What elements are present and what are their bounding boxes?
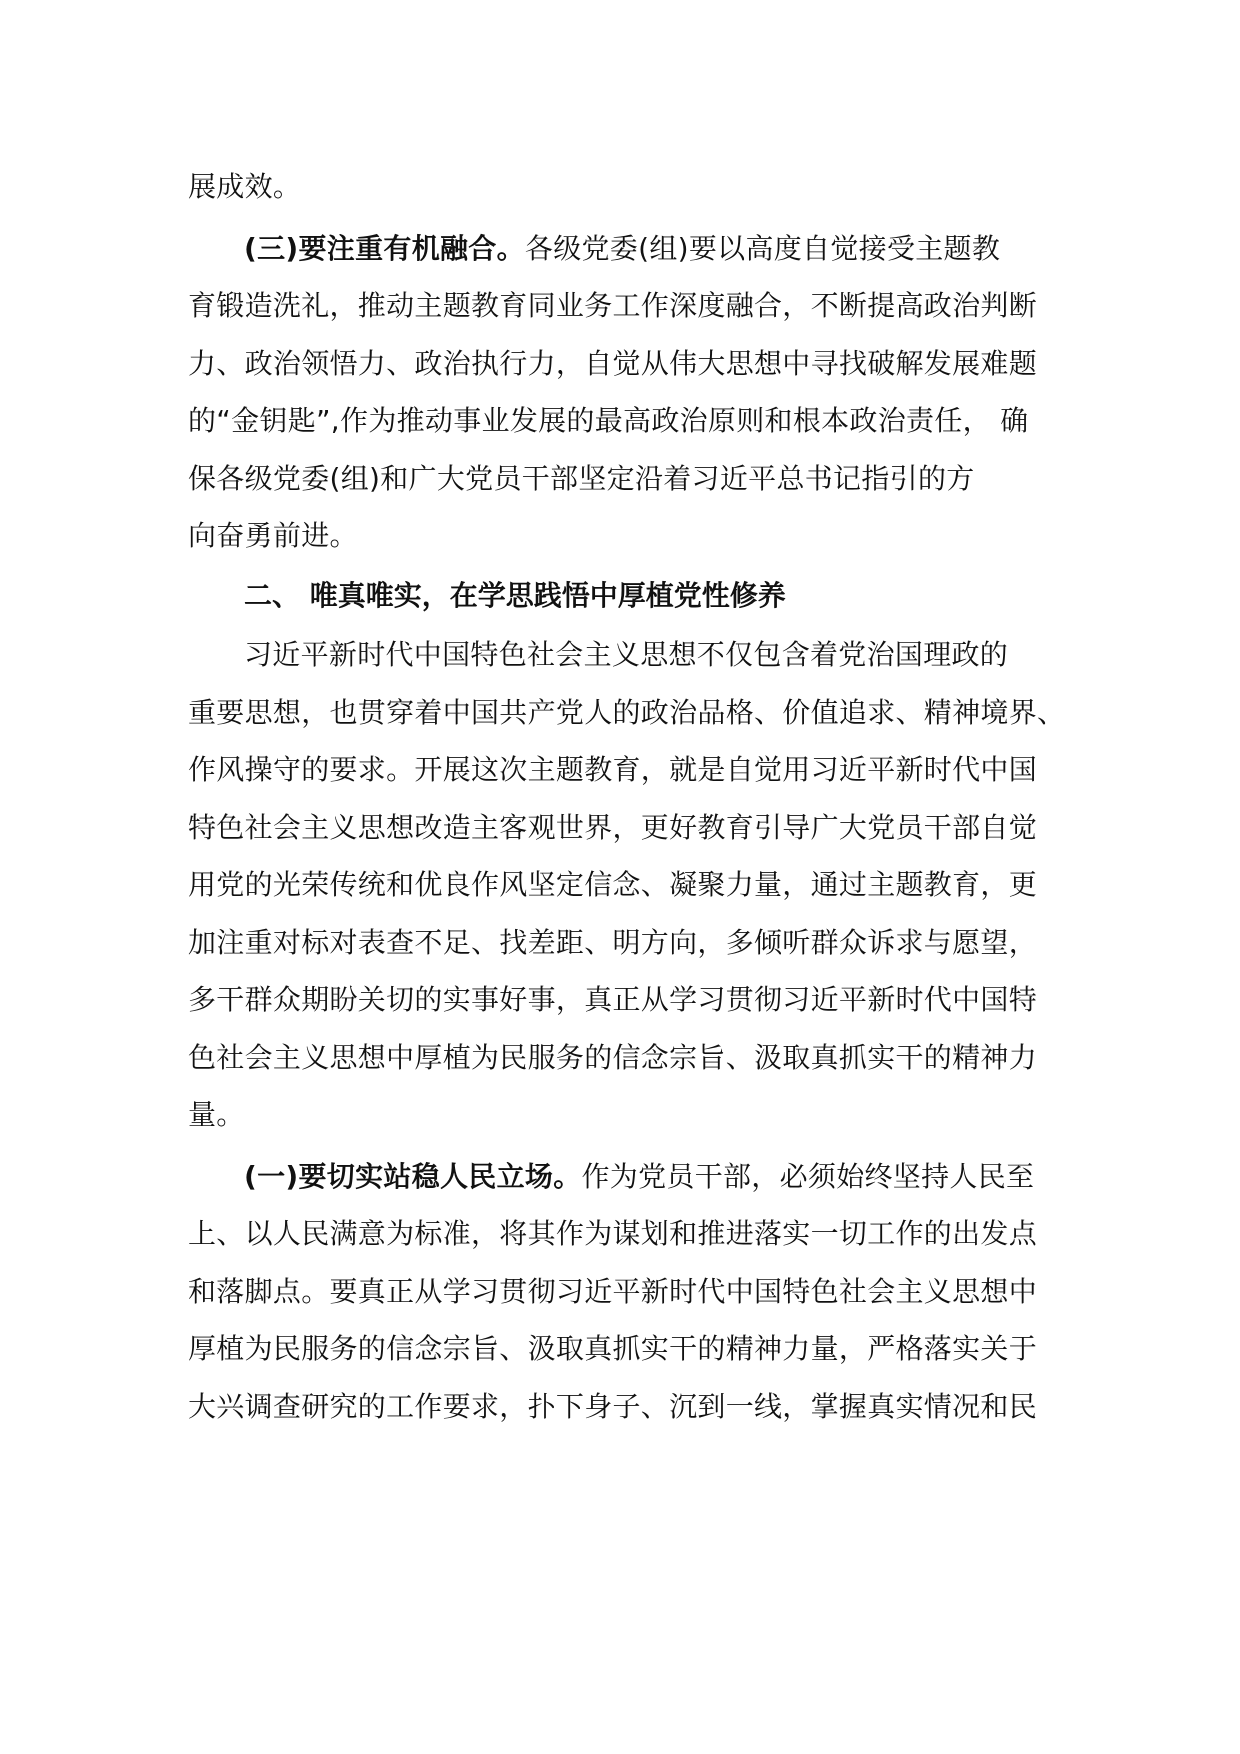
text-run: 各级党委(组)要以高度自觉接受主题教 xyxy=(524,231,1001,265)
text-line: 展成效。 xyxy=(188,170,302,203)
text-line: 向奋勇前进。 xyxy=(188,519,358,552)
text-line: 力、政治领悟力、政治执行力，自觉从伟大思想中寻找破解发展难题 xyxy=(188,346,1038,380)
text-line xyxy=(188,1148,1052,1206)
text-line: 习近平新时代中国特色社会主义思想不仅包含着党治国理政的 xyxy=(244,638,1009,671)
text-line: 大兴调查研究的工作要求，扑下身子、沉到一线，掌握真实情况和民 xyxy=(188,1389,1038,1423)
text-line xyxy=(188,220,1052,278)
text-line: 和落脚点。要真正从学习贯彻习近平新时代中国特色社会主义思想中 xyxy=(188,1274,1038,1308)
text-line: 作风操守的要求。开展这次主题教育，就是自觉用习近平新时代中国 xyxy=(188,753,1038,786)
text-line: 厚植为民服务的信念宗旨、汲取真抓实干的精神力量，严格落实关于 xyxy=(188,1332,1038,1365)
paragraph-section-3 xyxy=(188,220,1052,565)
text-line: 上、以人民满意为标准，将其作为谋划和推进落实一切工作的出发点 xyxy=(188,1217,1038,1250)
section-heading-2: 二、 唯真唯实，在学思践悟中厚植党性修养 xyxy=(244,578,786,612)
text-line: 加注重对标对表查不足、找差距、明方向，多倾听群众诉求与愿望， xyxy=(188,925,1038,959)
text-line: 特色社会主义思想改造主客观世界，更好教育引导广大党员干部自觉 xyxy=(188,810,1038,844)
text-line: 多干群众期盼关切的实事好事，真正从学习贯彻习近平新时代中国特 xyxy=(188,983,1038,1016)
text-line: 量。 xyxy=(188,1098,245,1131)
paragraph-section-2-intro xyxy=(188,626,1066,1144)
document-body xyxy=(188,158,1066,1435)
text-line: 色社会主义思想中厚植为民服务的信念宗旨、汲取真抓实干的精神力 xyxy=(188,1040,1038,1074)
text-run: 作为党员干部，必须始终坚持人民至 xyxy=(581,1159,1035,1193)
text-line: 保各级党委(组)和广大党员干部坚定沿着习近平总书记指引的方 xyxy=(188,461,975,495)
text-line: 重要思想，也贯穿着中国共产党人的政治品格、价值追求、精神境界、 xyxy=(188,695,1066,729)
section-3-title: (三)要注重有机融合。 xyxy=(244,231,525,265)
text-line: 育锻造洗礼，推动主题教育同业务工作深度融合，不断提高政治判断 xyxy=(188,289,1038,322)
paragraph-continuation xyxy=(188,158,1052,216)
paragraph-section-2-1 xyxy=(188,1148,1052,1436)
text-line: 的“金钥匙”,作为推动事业发展的最高政治原则和根本政治责任， 确 xyxy=(188,404,1029,437)
section-2-1-title: (一)要切实站稳人民立场。 xyxy=(244,1159,582,1193)
text-line: 用党的光荣传统和优良作风坚定信念、凝聚力量，通过主题教育，更 xyxy=(188,868,1038,901)
